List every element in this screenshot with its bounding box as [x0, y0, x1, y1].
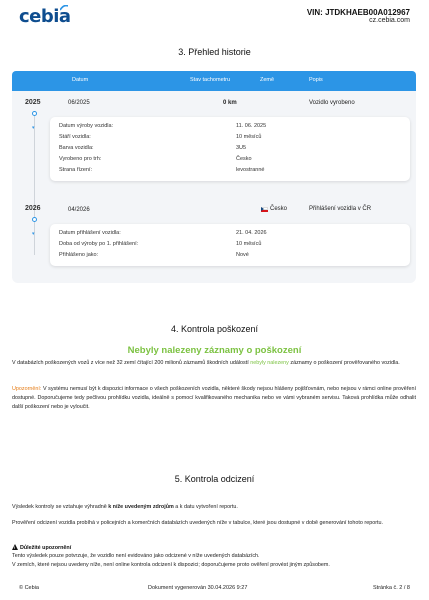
logo-swoosh-icon [60, 5, 68, 11]
notice-title: Důležité upozornění [20, 545, 72, 551]
important-notice-heading [12, 544, 71, 551]
column-odometer: Stav tachometru [190, 77, 231, 83]
detail-card [50, 117, 410, 181]
detail-label: Vyrobeno pro trh: [59, 156, 102, 162]
entry-description: Vozidlo vyrobeno [309, 100, 355, 106]
footer-generated: Dokument vygenerován 30.04.2026 9:27 [148, 585, 248, 591]
page-header [0, 0, 429, 30]
entry-description: Přihlášení vozidla v ČR [309, 206, 372, 212]
detail-label: Datum výroby vozidla: [59, 123, 114, 129]
notice-line-1: Tento výsledek pouze potvrzuje, že vozidlo není evidováno jako odcizené v níže uvedených databázích. [12, 553, 260, 559]
entry-date: 04/2026 [68, 207, 90, 213]
detail-label: Stáří vozidla: [59, 134, 91, 140]
detail-value: Nové [236, 252, 249, 258]
detail-value: levostranné [236, 167, 265, 173]
warning-icon [12, 544, 18, 550]
damage-summary-paragraph [12, 359, 416, 368]
theft-scope-paragraph [12, 503, 416, 512]
theft-sources-paragraph: Prověření odcizení vozidla probíhá v policejních a komerčních databázích uvedených níže v tabulce, které jsou dostupné v době generování tohoto reportu. [12, 520, 383, 526]
detail-value: 3U5 [236, 145, 247, 151]
detail-label: Doba od výroby po 1. přihlášení: [59, 241, 139, 247]
chevron-down-icon: ▾ [32, 125, 35, 131]
detail-label: Barva vozidla: [59, 145, 94, 151]
column-country: Země [260, 77, 275, 83]
entry-date: 06/2025 [68, 100, 90, 106]
czech-flag-icon [261, 207, 268, 212]
notice-line-2: V zemích, které nejsou uvedeny níže, není online kontrola odcizení k dispozici; doporučujeme proto ověření provést jiným způsobem. [12, 562, 330, 568]
vin-number: VIN: JTDKHAEB00A012967 [306, 8, 410, 17]
warning-label: Upozornění: [12, 386, 42, 392]
detail-label: Přihlášeno jako: [59, 252, 99, 258]
detail-value: 10 měsíců [236, 134, 262, 140]
timeline-dot [32, 217, 37, 222]
damage-result-headline: Nebyly nalezeny záznamy o poškození [127, 345, 302, 356]
column-date: Datum [72, 77, 89, 83]
footer-copyright: © Cebia [19, 585, 39, 591]
history-section-title: 3. Přehled historie [178, 47, 251, 57]
timeline-dot [32, 111, 37, 116]
theft-text: a k datu vytvoření reportu. [173, 504, 238, 510]
warning-text: V systému nemusí být k dispozici informace o všech poškozeních vozidla, některé škody nejsou hlášeny pojišťovnám, nebo nejsou v rámci online prověření dostupné. Doporučujeme tedy pečlivou prohlídku vozidla, ideálně s pomocí kvalifikovaného mechanika nebo ve vámi vybraném servisu. Taková prohlídka může odhalit další poškození nebo je vyloučit. [12, 386, 416, 410]
chevron-down-icon: ▾ [32, 231, 35, 237]
detail-label: Datum přihlášení vozidla: [59, 230, 121, 236]
detail-label: Strana řízení: [59, 167, 93, 173]
theft-section-title: 5. Kontrola odcizení [174, 474, 255, 484]
detail-value: 11. 06. 2025 [236, 123, 267, 129]
site-url: cz.cebia.com [369, 17, 410, 24]
detail-card [50, 224, 410, 266]
footer-page-number: Stránka č. 2 / 8 [373, 585, 410, 591]
theft-text: Výsledek kontroly se vztahuje výhradně [12, 504, 109, 510]
history-table-header [12, 71, 416, 91]
column-description: Popis [309, 77, 323, 83]
entry-odometer: 0 km [223, 100, 237, 106]
timeline-year: 2026 [25, 205, 41, 212]
damage-text: záznamy o poškození prověřovaného vozidla. [288, 360, 400, 366]
detail-value: 21. 04. 2026 [236, 230, 267, 236]
damage-warning-paragraph [12, 385, 416, 412]
logo-text: cebia [19, 6, 71, 27]
entry-country: Česko [270, 206, 288, 212]
damage-text: V databázích poškozených vozů z více než 32 zemí čítající 200 milionů záznamů škodních událostí [12, 360, 251, 366]
cebia-logo [19, 6, 71, 27]
detail-value: Česko [236, 156, 252, 162]
damage-section-title: 4. Kontrola poškození [170, 324, 259, 334]
damage-highlight: nebyly nalezeny [250, 360, 289, 366]
theft-emphasis: k níže uvedeným zdrojům [108, 504, 174, 510]
detail-value: 10 měsíců [236, 241, 262, 247]
timeline-year: 2025 [25, 99, 41, 106]
